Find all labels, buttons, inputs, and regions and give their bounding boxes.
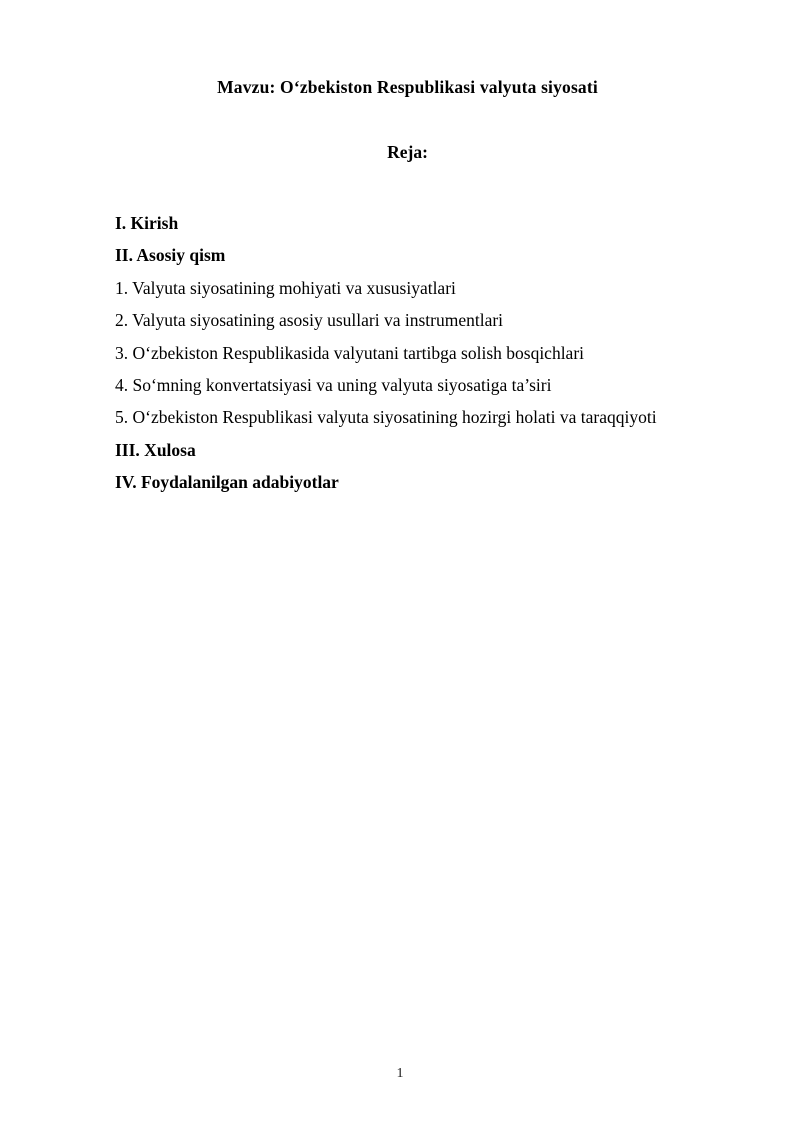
toc-item: I. Kirish (115, 213, 179, 233)
table-of-contents (115, 207, 715, 499)
toc-item: II. Asosiy qism (115, 245, 226, 266)
toc-item: IV. Foydalanilgan adabiyotlar (115, 472, 339, 493)
plan-heading: Reja: (387, 142, 428, 162)
toc-item: 4. Soʻmning konvertatsiyasi va uning valyuta siyosatiga ta’siri (115, 374, 552, 395)
toc-item: 2. Valyuta siyosatining asosiy usullari va instrumentlari (115, 310, 504, 331)
toc-item: 5. Oʻzbekiston Respublikasi valyuta siyosatining hozirgi holati va taraqqiyoti (115, 407, 657, 428)
toc-item: 3. Oʻzbekiston Respublikasida valyutani tartibga solish bosqichlari (115, 342, 585, 363)
page-title: Mavzu: Oʻzbekiston Respublikasi valyuta siyosati (217, 77, 598, 97)
toc-item: III. Xulosa (115, 439, 196, 460)
toc-item: 1. Valyuta siyosatining mohiyati va xususiyatlari (115, 277, 456, 298)
page-number: 1 (396, 1066, 404, 1081)
